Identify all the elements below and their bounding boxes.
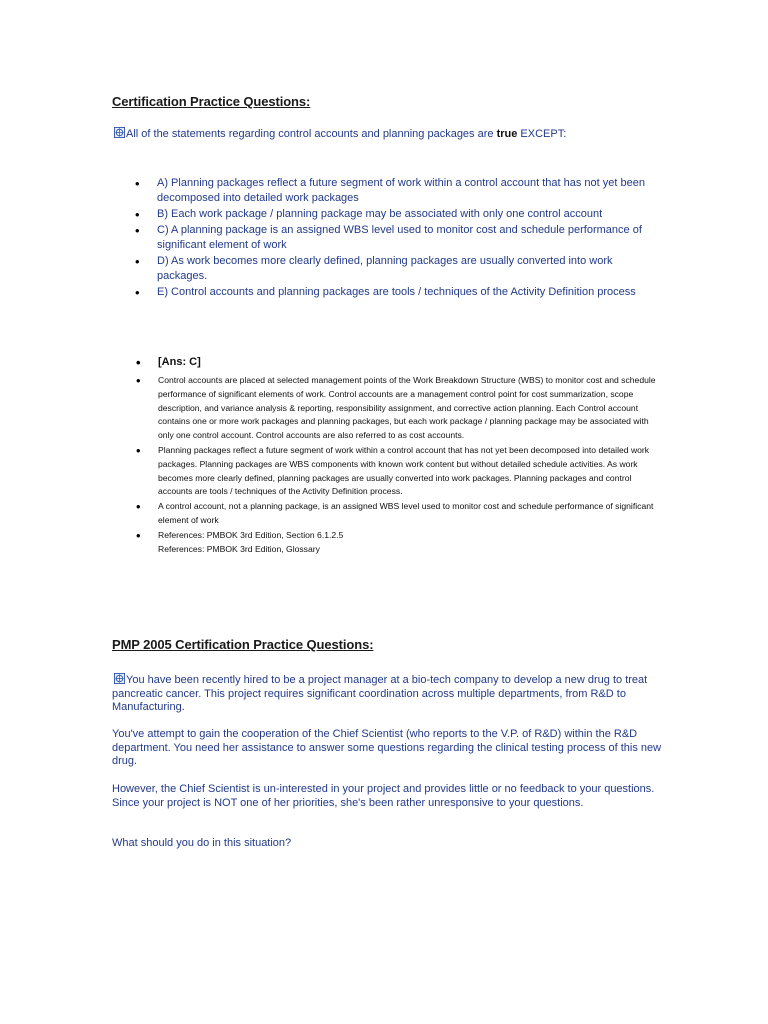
reference-line: References: PMBOK 3rd Edition, Glossary	[158, 543, 320, 554]
question-stem	[114, 127, 566, 140]
answer-explanation-list	[0, 355, 658, 557]
question-globe-icon	[114, 673, 125, 684]
question-text-pre: All of the statements regarding control accounts and planning packages are	[126, 128, 497, 140]
scenario-paragraph: However, the Chief Scientist is un-interested in your project and provides little or no feedback to your questions. Since your project is NOT one of her priorities, she's been rather unresponsive to your questions.	[112, 783, 655, 809]
option-a: • A) Planning packages reflect a future segment of work within a control account that has not yet been decomposed into detailed work packages	[157, 176, 657, 206]
answer-options-list	[0, 176, 657, 301]
scenario-question: What should you do in this situation?	[112, 837, 292, 849]
section-heading: Certification Practice Questions:	[112, 94, 311, 109]
references-item	[158, 529, 658, 557]
scenario-text: You have been recently hired to be a project manager at a bio-tech company to develop a new drug to treat pancreatic cancer. This project requires significant coordination across multiple departments, from R&D to Manufacturing.	[112, 674, 648, 713]
question-text-post: EXCEPT:	[517, 128, 567, 140]
section-heading: PMP 2005 Certification Practice Questions:	[112, 637, 374, 652]
explanation-item: • Planning packages reflect a future segment of work within a control account that has not yet been decomposed into detailed work packages. Planning packages are WBS components with known work content but without detailed schedule activities. As work becomes more clearly defined, planning packages are usually converted into work packages. Planning packages and control accounts are tools / techniques of the Activity Definition process.	[158, 444, 658, 499]
explanation-item: • A control account, not a planning package, is an assigned WBS level used to monitor cost and schedule performance of significant element of work	[158, 500, 658, 528]
option-c: • C) A planning package is an assigned WBS level used to monitor cost and schedule performance of significant element of work	[157, 223, 657, 253]
option-d: • D) As work becomes more clearly defined, planning packages are usually converted into work packages.	[157, 254, 657, 284]
question-text-bold: true	[496, 128, 518, 140]
question-globe-icon	[114, 127, 125, 138]
explanation-item: • Control accounts are placed at selected management points of the Work Breakdown Structure (WBS) to monitor cost and schedule performance of significant elements of work. Control accounts are a management control point for cost summarization, scope description, and variance analysis & reporting, responsibility assignment, and corrective action planning. Each Control account contains one or more work packages and planning packages, but each work package / planning package may be associated with only one control account. Control accounts are also referred to as cost accounts.	[158, 374, 658, 443]
option-b: • B) Each work package / planning package may be associated with only one control account	[157, 207, 657, 222]
scenario-paragraph: You've attempt to gain the cooperation of the Chief Scientist (who reports to the V.P. of R&D) within the R&D department. You need her assistance to answer some questions regarding the clinical testing process of this new drug.	[112, 728, 662, 767]
answer-label: • [Ans: C]	[158, 355, 658, 370]
option-e: • E) Control accounts and planning packages are tools / techniques of the Activity Definition process	[157, 285, 657, 300]
scenario-paragraph	[112, 673, 672, 715]
reference-line: • References: PMBOK 3rd Edition, Section 6.1.2.5	[158, 529, 344, 540]
